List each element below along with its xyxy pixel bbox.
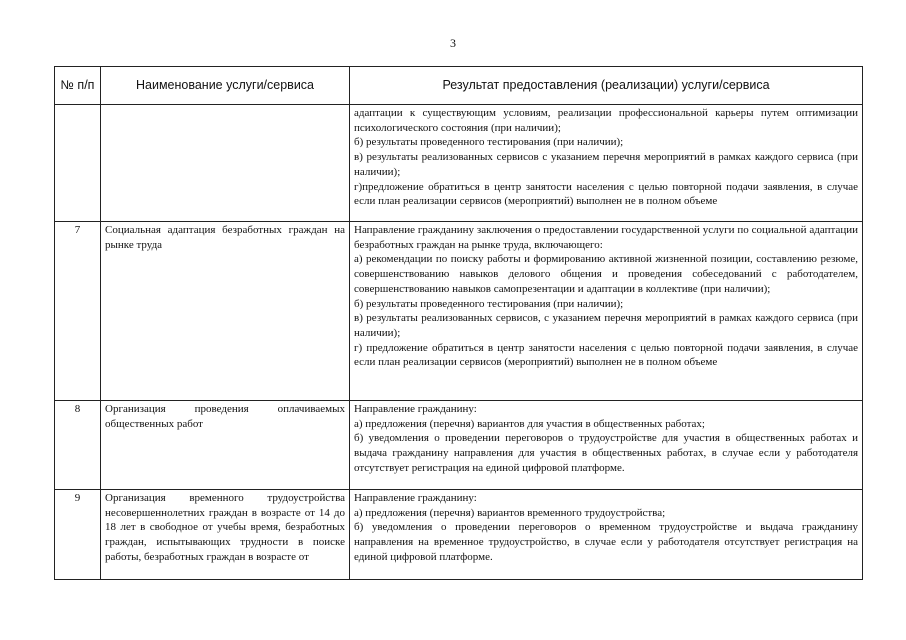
row-service-name: Социальная адаптация безработных граждан на рынке труда	[101, 222, 350, 401]
result-line: а) рекомендации по поиску работы и формированию активной жизненной позиции, составлению резюме, совершенствованию навыков делового общения и проведения собеседований с работодателем, совершенствованию навыков самопрезентации и адаптации в коллективе (при наличии);	[354, 253, 858, 295]
result-line: а) предложения (перечня) вариантов временного трудоустройства;	[354, 506, 666, 519]
table-row	[55, 222, 863, 401]
result-line: б) уведомления о проведении переговоров о временном трудоустройстве и выдача гражданину направления на временное трудоустройство, в случае если у работодателя отсутствует регистрация на единой цифровой платформе.	[354, 521, 858, 563]
header-number: № п/п	[55, 67, 101, 105]
table-header-row	[55, 67, 863, 105]
result-line: г) предложение обратиться в центр занятости населения с целью повторной подачи заявления, в случае если план реализации сервисов (мероприятий) выполнен не в полном объеме	[354, 341, 858, 369]
row-number	[55, 105, 101, 222]
header-service-result: Результат предоставления (реализации) услуги/сервиса	[350, 67, 863, 105]
row-service-result	[350, 401, 863, 490]
result-line: б) уведомления о проведении переговоров о трудоустройстве для участия в общественных работах и выдача гражданину направления для участия в общественных работах, в случае если у работодателя отсутствует регистрация на единой цифровой платформе.	[354, 432, 858, 474]
row-number: 9	[55, 490, 101, 580]
row-service-result	[350, 490, 863, 580]
page-number: 3	[450, 36, 456, 50]
result-line: в) результаты реализованных сервисов с указанием перечня мероприятий в рамках каждого сервиса (при наличии);	[354, 151, 858, 178]
services-table	[54, 66, 863, 580]
result-line: Направление гражданину:	[354, 403, 477, 415]
table-row	[55, 105, 863, 222]
row-service-result	[350, 105, 863, 222]
result-line: в) результаты реализованных сервисов, с указанием перечня мероприятий в рамках каждого сервиса (при наличии);	[354, 312, 858, 339]
result-line: Направление гражданину:	[354, 492, 477, 504]
result-line: Направление гражданину заключения о предоставлении государственной услуги по социальной адаптации безработных граждан на рынке труда, включающего:	[354, 224, 858, 251]
header-service-name: Наименование услуги/сервиса	[101, 67, 350, 105]
row-service-result	[350, 222, 863, 401]
result-line: г)предложение обратиться в центр занятости населения с целью повторной подачи заявления, в случае если план реализации сервисов (мероприятий) выполнен не в полном объеме	[354, 180, 858, 208]
result-line: адаптации к существующим условиям, реализации профессиональной карьеры путем оптимизации психологического состояния (при наличии);	[354, 107, 858, 134]
table-row	[55, 490, 863, 580]
result-line: а) предложения (перечня) вариантов для участия в общественных работах;	[354, 417, 705, 430]
row-number: 8	[55, 401, 101, 490]
row-number: 7	[55, 222, 101, 401]
result-line: б) результаты проведенного тестирования (при наличии);	[354, 136, 624, 149]
table-row	[55, 401, 863, 490]
row-service-name: Организация временного трудоустройства несовершеннолетних граждан в возрасте от 14 до 18 лет в свободное от учебы время, безработных граждан, испытывающих трудности в поиске работы, безработных граждан в возрасте от	[101, 490, 350, 580]
result-line: б) результаты проведенного тестирования (при наличии);	[354, 297, 624, 310]
row-service-name	[101, 105, 350, 222]
row-service-name: Организация проведения оплачиваемых общественных работ	[101, 401, 350, 490]
